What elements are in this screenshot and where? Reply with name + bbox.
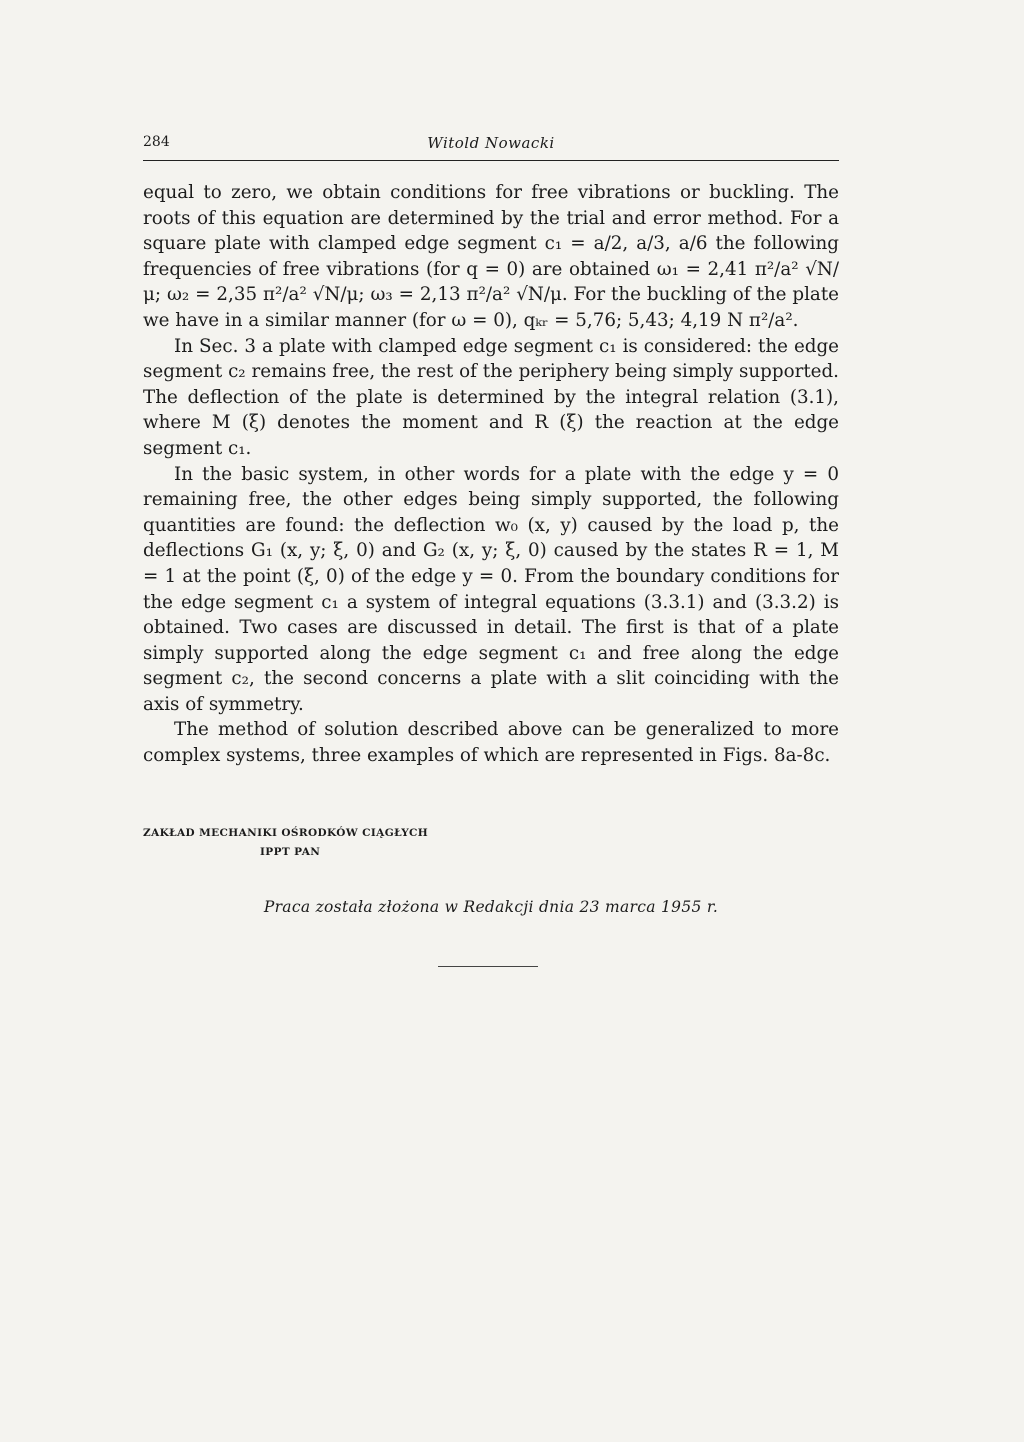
affiliation-institute: ZAKŁAD MECHANIKI OŚRODKÓW CIĄGŁYCH — [143, 827, 429, 839]
received-note: Praca została złożona w Redakcji dnia 23 marca 1955 r. — [263, 898, 719, 916]
affiliation-unit: IPPT PAN — [260, 846, 321, 858]
paragraph-basic-system: In the basic system, in other words for a plate with the edge y = 0 remaining free, the other edges being simply supported, the following quantities are found: the deflection w₀ (x, y) caused by the load p, the deflections G₁ (x, y; ξ, 0) and G₂ (x, y; ξ, 0) caused by the states R = 1, M = 1 at the point (ξ, 0) of the edge y = 0. From the boundary conditions for the edge segment c₁ a system of integral equations (3.3.1) and (3.3.2) is obtained. Two cases are discussed in detail. The first is that of a plate simply supported along the edge segment c₁ and free along the edge segment c₂, the second concerns a plate with a slit coinciding with the axis of symmetry. — [143, 463, 839, 715]
paragraph-sec-3: In Sec. 3 a plate with clamped edge segment c₁ is considered: the edge segment c₂ remains free, the rest of the periphery being simply supported. The deflection of the plate is determined by the integral relation (3.1), where M (ξ) denotes the moment and R (ξ) the reaction at the edge segment c₁. — [143, 335, 839, 459]
body-text — [143, 180, 839, 769]
affiliation — [143, 824, 428, 862]
page-number: 284 — [143, 134, 170, 150]
running-head-author: Witold Nowacki — [427, 134, 555, 152]
paragraph-generalization: The method of solution described above can be generalized to more complex systems, three examples of which are represented in Figs. 8a-8c. — [143, 719, 839, 767]
end-divider — [438, 966, 538, 967]
paragraph-continued: equal to zero, we obtain conditions for free vibrations or buckling. The roots of this equation are determined by the trial and error method. For a square plate with clamped edge segment c₁ = a/2, a/3, a/6 the following frequencies of free vibrations (for q = 0) are obtained ω₁ = 2,41 π²/a² √N/μ; ω₂ = 2,35 π²/a² √N/μ; ω₃ = 2,13 π²/a² √N/μ. For the buckling of the plate we have in a similar manner (for ω = 0), qₖᵣ = 5,76; 5,43; 4,19 N π²/a². — [143, 182, 839, 331]
page-header — [143, 130, 839, 161]
